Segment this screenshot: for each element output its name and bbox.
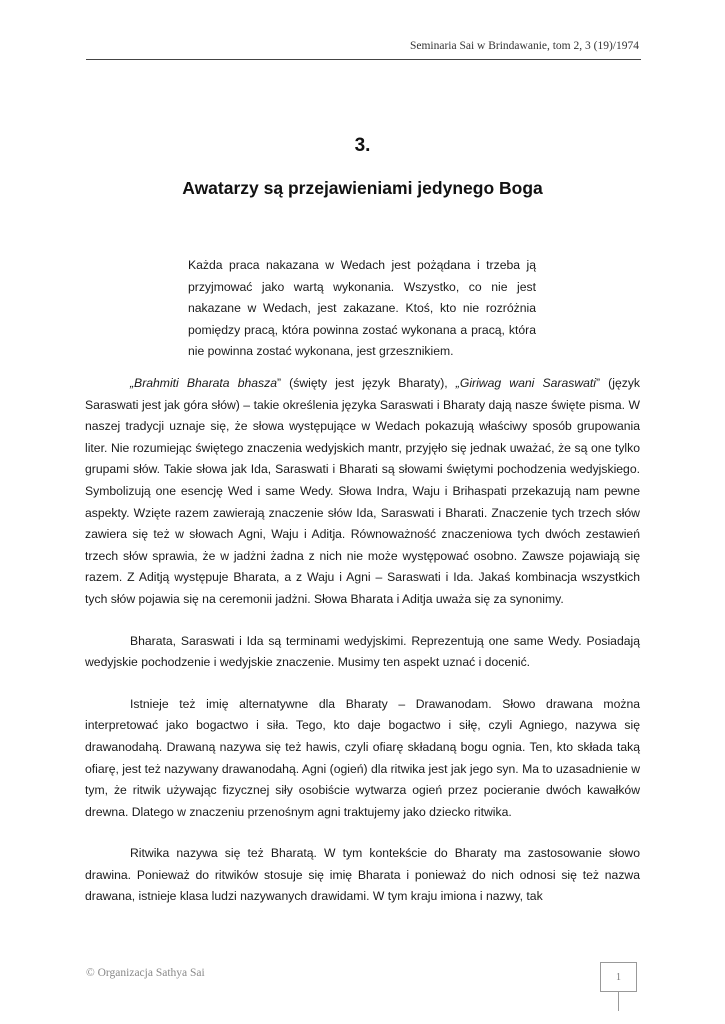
chapter-number: 3. xyxy=(354,135,371,156)
paragraph-4: Ritwika nazywa się też Bharatą. W tym kontekście do Bharaty ma zastosowanie słowo drawina. Ponieważ do ritwików stosuje się imię Bharata i ponieważ do nich odnosi się też nazwa drawana, istnieje klasa ludzi nazywanych drawidami. W tym kraju imiona i nazwy, tak xyxy=(85,846,640,904)
footer-copyright: © Organizacja Sathya Sai xyxy=(86,967,205,979)
motto-quote: Każda praca nakazana w Wedach jest pożądana i trzeba ją przyjmować jako wartą wykonania. Wszystko, co nie jest nakazane w Wedach, jest zakazane. Ktoś, kto nie rozróżnia pomiędzy pracą, która powinna zostać wykonana a pracą, która nie powinna zostać wykonana, jest grzesznikiem. xyxy=(188,258,536,359)
header-rule xyxy=(86,59,641,60)
body-text xyxy=(85,373,640,928)
paragraph-1-text-a: ” (święty jest język Bharaty), xyxy=(277,376,456,390)
page-number-tick xyxy=(618,991,619,1011)
paragraph-3: Istnieje też imię alternatywne dla Bharaty – Drawanodam. Słowo drawana można interpretować jako bogactwo i siła. Tego, kto daje bogactwo i siłę, czyli Agniego, nazywa się drawanodahą. Drawaną nazywa się też hawis, czyli ofiarę składaną bogu ognia. Ten, kto składa taką ofiarę, jest też nazywany drawanodahą. Agni (ogień) dla ritwika jest jak jego syn. Ma to uzasadnienie w tym, że ritwik używając fizycznej siły osobiście wytwarza ogień przez pocieranie dwóch kawałków drewna. Dlatego w znaczeniu przenośnym agni traktujemy jako dziecko ritwika. xyxy=(85,696,640,819)
paragraph-2: Bharata, Saraswati i Ida są terminami wedyjskimi. Reprezentują one same Wedy. Posiadają wedyjskie pochodzenie i wedyjskie znaczenie. Musimy ten aspekt uznać i docenić. xyxy=(85,633,640,670)
running-header: Seminaria Sai w Brindawanie, tom 2, 3 (19)/1974 xyxy=(409,40,639,52)
quote-giriwag: „Giriwag wani Saraswati xyxy=(455,376,596,390)
paragraph-1 xyxy=(85,373,640,611)
quote-brahmiti: „Brahmiti Bharata bhasza xyxy=(130,376,277,390)
page-number: 1 xyxy=(600,962,637,992)
paragraph-1-text-b: ” (język Saraswati jest jak góra słów) – takie określenia języka Saraswati i Bharaty dają nasze święte pisma. W naszej tradycji uznaje się, że słowa występujące w Wedach pokazują właściwy sposób grupowania liter. Nie rozumiejąc świętego znaczenia wedyjskich mantr, przyjęło się jednak uważać, że są one tylko grupami słów. Takie słowa jak Ida, Saraswati i Bharati są słowami świętymi pochodzenia wedyjskiego. Symbolizują one esencję Wed i same Wedy. Słowa Indra, Waju i Brihaspati przekazują nam pewne aspekty. Wzięte razem zawierają znaczenie słów Ida, Saraswati i Bharati. Znaczenie tych trzech słów zawiera się też w słowach Agni, Waju i Aditja. Równoważność znaczeniowa tych dwóch zestawień trzech słów sprawia, że w jadżni żadna z nich nie może występować osobno. Zawsze pojawiają się razem. Z Aditją występuje Bharata, a z Waju i Agni – Saraswati i Ida. Jakaś kombinacja wszystkich tych słów pojawia się na ceremonii jadżni. Słowa Bharata i Aditja uważa się za synonimy. xyxy=(85,376,641,606)
chapter-title: Awatarzy są przejawieniami jedynego Boga xyxy=(182,178,543,198)
